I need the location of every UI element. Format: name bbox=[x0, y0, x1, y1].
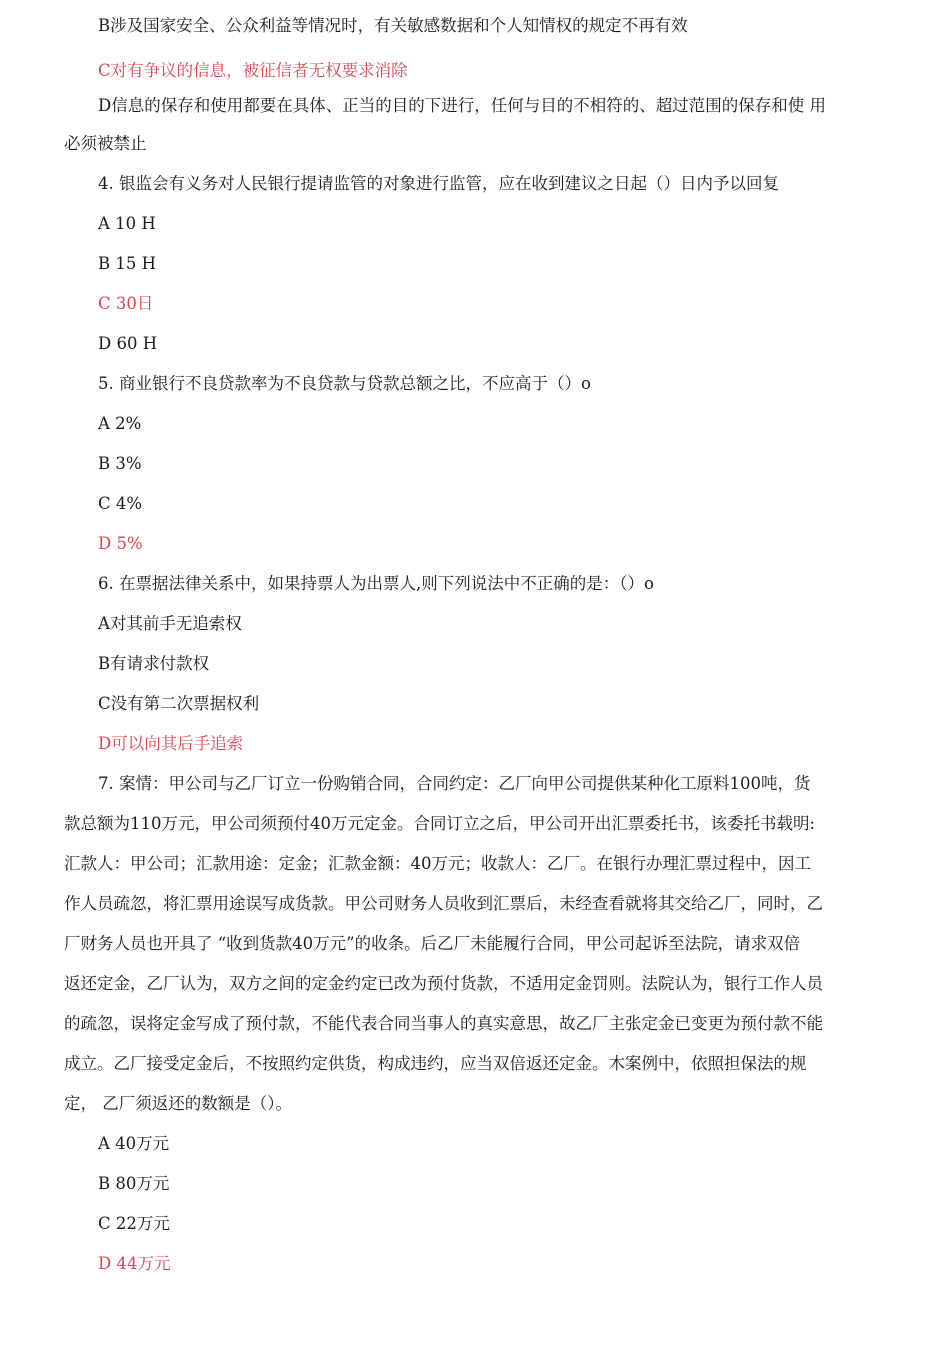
q4-option-c-answer: C 30日 bbox=[98, 294, 154, 313]
q7-line: 返还定金，乙厂认为，双方之间的定金约定已改为预付货款，不适用定金罚则。法院认为，银行工作人员 bbox=[64, 974, 823, 993]
q7-line: 的疏忽，误将定金写成了预付款，不能代表合同当事人的真实意思，故乙厂主张定金已变更为预付款不能 bbox=[64, 1014, 823, 1033]
question-4: 4. 银监会有义务对人民银行提请监管的对象进行监管，应在收到建议之日起（）日内予以回复 bbox=[98, 174, 779, 193]
q7-option-b: B 80万元 bbox=[98, 1174, 170, 1193]
option-b-text: B涉及国家安全、公众利益等情况时，有关敏感数据和个人知情权的规定不再有效 bbox=[98, 16, 688, 35]
q7-option-d-answer: D 44万元 bbox=[98, 1254, 171, 1273]
q7-line: 定， 乙厂须返还的数额是（）。 bbox=[64, 1094, 292, 1113]
q5-option-c: C 4% bbox=[98, 494, 143, 513]
q6-option-d-answer: D可以向其后手追索 bbox=[98, 734, 244, 753]
q4-option-a: A 10 H bbox=[98, 214, 156, 233]
q6-option-a: A对其前手无追索权 bbox=[98, 614, 242, 633]
q7-option-c: C 22万元 bbox=[98, 1214, 170, 1233]
option-d-continuation: 必须被禁止 bbox=[64, 134, 147, 153]
q5-option-d-answer: D 5% bbox=[98, 534, 143, 553]
question-5: 5. 商业银行不良贷款率为不良贷款与贷款总额之比，不应高于（）o bbox=[98, 374, 591, 393]
q4-option-d: D 60 H bbox=[98, 334, 158, 353]
q5-option-b: B 3% bbox=[98, 454, 142, 473]
q4-option-b: B 15 H bbox=[98, 254, 156, 273]
q6-option-b: B有请求付款权 bbox=[98, 654, 210, 673]
option-d-text: D信息的保存和使用都要在具体、正当的目的下进行，任何与目的不相符的、超过范围的保存和使 用 bbox=[98, 96, 826, 115]
q5-option-a: A 2% bbox=[98, 414, 142, 433]
question-7-paragraph bbox=[64, 764, 890, 1124]
q7-option-a: A 40万元 bbox=[98, 1134, 170, 1153]
q7-line: 汇款人：甲公司；汇款用途：定金；汇款金额：40万元；收款人：乙厂。在银行办理汇票过程中，因工 bbox=[64, 854, 811, 873]
q7-line: 作人员疏忽，将汇票用途误写成货款。甲公司财务人员收到汇票后，未经查看就将其交给乙厂，同时，乙 bbox=[64, 894, 823, 913]
q7-line: 厂财务人员也开具了 “收到货款40万元”的收条。后乙厂未能履行合同，甲公司起诉至法院，请求双倍 bbox=[64, 934, 801, 953]
option-c-answer: C对有争议的信息，被征信者无权要求消除 bbox=[98, 61, 408, 80]
q6-option-c: C没有第二次票据权利 bbox=[98, 694, 260, 713]
q7-line: 成立。乙厂接受定金后，不按照约定供货，构成违约，应当双倍返还定金。木案例中，依照担保法的规 bbox=[64, 1054, 807, 1073]
question-6: 6. 在票据法律关系中，如果持票人为出票人,则下列说法中不正确的是：（）o bbox=[98, 574, 654, 593]
q7-line: 款总额为110万元，甲公司须预付40万元定金。合同订立之后，甲公司开出汇票委托书，该委托书载明: bbox=[64, 814, 816, 833]
q7-line: 7. 案情：甲公司与乙厂订立一份购销合同，合同约定：乙厂向甲公司提供某种化工原料100吨，货 bbox=[98, 774, 811, 793]
